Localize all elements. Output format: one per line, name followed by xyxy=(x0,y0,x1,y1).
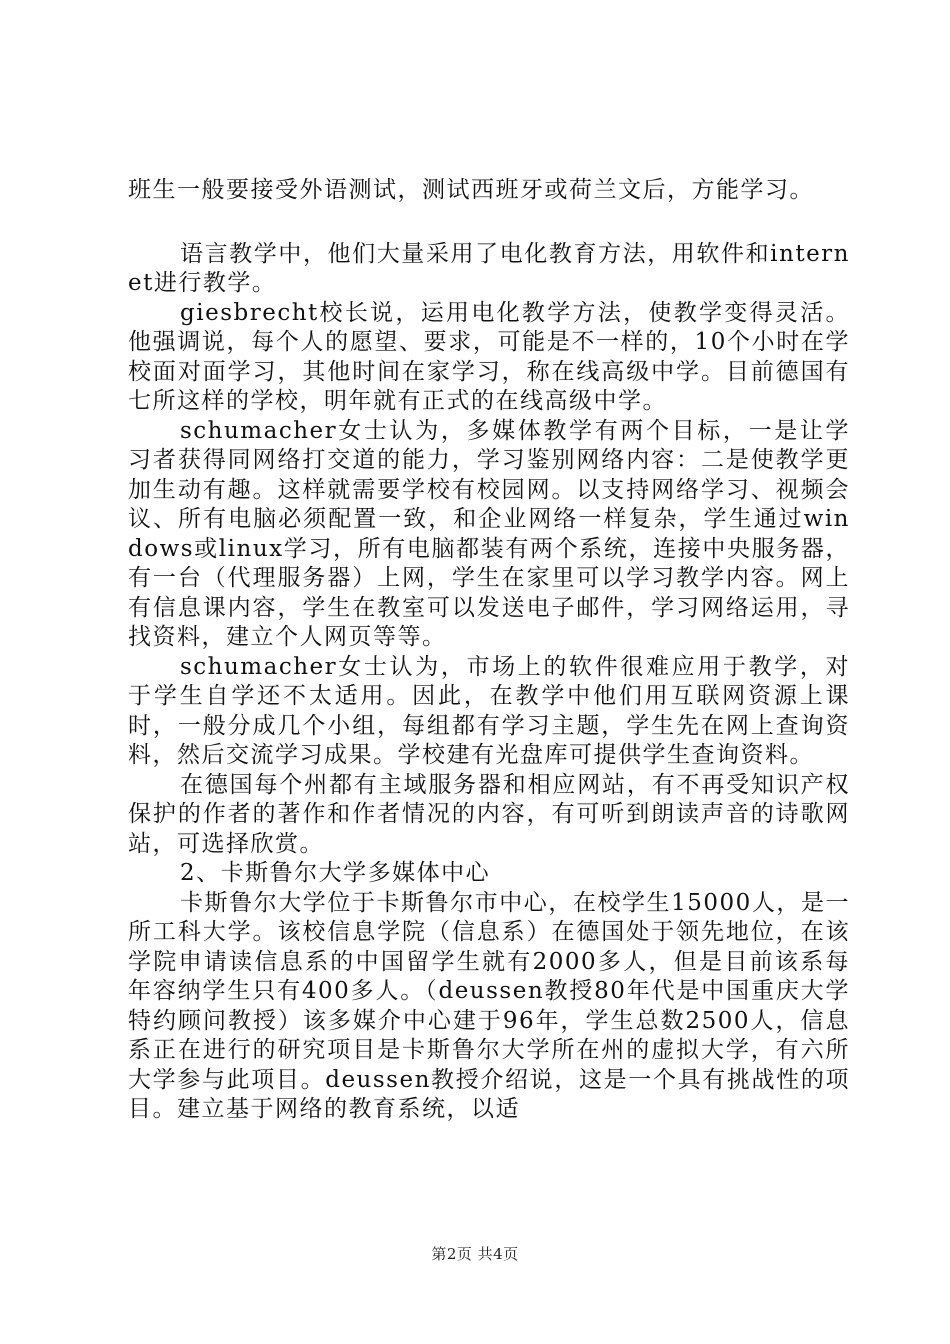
page-footer: 第2页 共4页 xyxy=(431,1245,519,1263)
paragraph-7: 卡斯鲁尔大学位于卡斯鲁尔市中心，在校学生15000人，是一所工科大学。该校信息学院（信息系）在德国处于领先地位，在该学院申请读信息系的中国留学生就有2000多人，但是目前该系每年容纳学生只有400多人。（deussen教授80年代是中国重庆大学特约顾问教授）该多媒介中心建于96年，学生总数2500人，信息系正在进行的研究项目是卡斯鲁尔大学所在州的虚拟大学，有六所大学参与此项目。deussen教授介绍说，这是一个具有挑战性的项目。建立基于网络的教育系统，以适 xyxy=(128,889,850,1122)
document-body xyxy=(128,176,850,1125)
paragraph-5: schumacher女士认为，市场上的软件很难应用于教学，对于学生自学还不太适用。因此，在教学中他们用互联网资源上课时，一般分成几个小组，每组都有学习主题，学生先在网上查询资料，然后交流学习成果。学校建有光盘库可提供学生查询资料。 xyxy=(128,653,850,768)
paragraph-4: schumacher女士认为，多媒体教学有两个目标，一是让学习者获得同网络打交道的能力，学习鉴别网络内容：二是使教学更加生动有趣。这样就需要学校有校园网。以支持网络学习、视频会议、所有电脑必须配置一致，和企业网络一样复杂，学生通过windows或linux学习，所有电脑都装有两个系统，连接中央服务器，有一台（代理服务器）上网，学生在家里可以学习教学内容。网上有信息课内容，学生在教室可以发送电子邮件，学习网络运用，寻找资料，建立个人网页等等。 xyxy=(128,417,850,650)
paragraph-1: 班生一般要接受外语测试，测试西班牙或荷兰文后，方能学习。 xyxy=(128,177,814,203)
paragraph-3: giesbrecht校长说，运用电化教学方法，使教学变得灵活。他强调说，每个人的愿望、要求，可能是不一样的，10个小时在学校面对面学习，其他时间在家学习，称在线高级中学。目前德国有七所这样的学校，明年就有正式的在线高级中学。 xyxy=(128,299,850,414)
paragraph-2: 语言教学中，他们大量采用了电化教育方法，用软件和internet进行教学。 xyxy=(128,240,850,296)
section-heading: 2、卡斯鲁尔大学多媒体中心 xyxy=(180,860,491,886)
paragraph-6: 在德国每个州都有主域服务器和相应网站，有不再受知识产权保护的作者的著作和作者情况的内容，有可听到朗读声音的诗歌网站，可选择欣赏。 xyxy=(128,771,850,857)
